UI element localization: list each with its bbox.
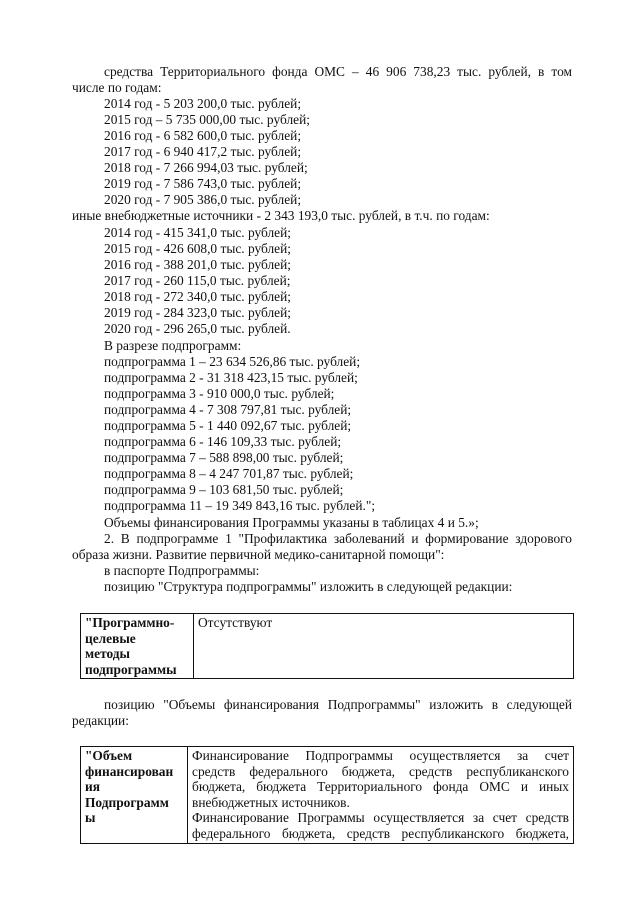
list-item: 2017 год - 260 115,0 тыс. рублей; [104,273,291,288]
volumes-note: Объемы финансирования Программы указаны в таблицах 4 и 5.»; [104,515,479,530]
table-label-line: ия [85,779,100,795]
table-label-cell [81,747,188,844]
list-item: 2020 год - 7 905 386,0 тыс. рублей; [104,192,302,207]
table-value-line: Финансирование Подпрограммы осуществляется за счет [192,748,569,763]
position2-line-2: редакции: [72,713,129,728]
other-sources-line: иные внебюджетные источники - 2 343 193,0 тыс. рублей, в т.ч. по годам: [72,208,490,223]
list-item: 2014 год - 415 341,0 тыс. рублей; [104,225,291,240]
table-label-line: подпрограммы [85,661,177,677]
list-item: подпрограмма 11 – 19 349 843,16 тыс. рублей."; [104,498,376,513]
subprograms-heading: В разрезе подпрограмм: [104,338,242,353]
table-value-line: бюджета, бюджета Территориального фонда ОМС и иных [192,779,569,795]
point2-line-1: 2. В подпрограмме 1 "Профилактика заболеваний и формирование здорового [104,531,572,546]
list-item: подпрограмма 2 - 31 318 423,15 тыс. рублей; [104,370,358,385]
table-label-cell [81,614,194,679]
point2-line-2: образа жизни. Развитие первичной медико-санитарной помощи": [72,547,445,562]
point2-line-3: в паспорте Подпрограммы: [104,563,260,578]
list-item: 2019 год - 284 323,0 тыс. рублей; [104,305,291,320]
list-item: 2020 год - 296 265,0 тыс. рублей. [104,321,291,336]
table-label-line: "Программно- [85,615,175,630]
list-item: подпрограмма 7 – 588 898,00 тыс. рублей; [104,450,344,465]
financing-table [80,746,574,844]
list-item: 2016 год - 388 201,0 тыс. рублей; [104,257,291,272]
intro-line-1: средства Территориального фонда ОМС – 46 906 738,23 тыс. рублей, в том [104,64,572,79]
table-value-line: средств федерального бюджета, средств республиканского [192,763,569,779]
point2-line-4: позицию "Структура подпрограммы" изложить в следующей редакции: [104,579,513,594]
list-item: 2017 год - 6 940 417,2 тыс. рублей; [104,144,302,159]
table-label-line: методы [85,646,131,662]
list-item: подпрограмма 5 - 1 440 092,67 тыс. рублей; [104,418,352,433]
structure-table [80,613,574,679]
table-label-line: финансирован [85,763,174,779]
table-label-line: "Объем [85,748,133,763]
list-item: подпрограмма 6 - 146 109,33 тыс. рублей; [104,434,342,449]
position2-line-1: позицию "Объемы финансирования Подпрограммы" изложить в следующей [104,697,572,712]
list-item: подпрограмма 9 – 103 681,50 тыс. рублей; [104,482,344,497]
list-item: 2018 год - 7 266 994,03 тыс. рублей; [104,160,308,175]
list-item: 2019 год - 7 586 743,0 тыс. рублей; [104,176,302,191]
table-label-line: Подпрограмм [85,794,169,810]
table-label-line: целевые [85,630,136,646]
list-item: 2016 год - 6 582 600,0 тыс. рублей; [104,128,302,143]
table-value-text: Отсутствуют [198,615,273,630]
table-value-cell [194,614,574,679]
list-item: 2018 год - 272 340,0 тыс. рублей; [104,289,291,304]
table-value-line: федерального бюджета, средств республиканского бюджета, [192,825,569,841]
intro-line-2: числе по годам: [72,80,162,95]
table-row [81,614,574,679]
list-item: подпрограмма 3 - 910 000,0 тыс. рублей; [104,386,335,401]
list-item: 2014 год - 5 203 200,0 тыс. рублей; [104,96,302,111]
list-item: подпрограмма 1 – 23 634 526,86 тыс. рублей; [104,354,361,369]
table-value-line: внебюджетных источников. [192,794,350,810]
table-value-line: Финансирование Программы осуществляется за счет средств [192,810,569,826]
table-row [81,747,574,844]
list-item: 2015 год – 5 735 000,00 тыс. рублей; [104,112,310,127]
table-value-cell [188,747,574,844]
list-item: 2015 год - 426 608,0 тыс. рублей; [104,241,291,256]
table-label-line: ы [85,810,96,826]
list-item: подпрограмма 4 - 7 308 797,81 тыс. рублей; [104,402,352,417]
list-item: подпрограмма 8 – 4 247 701,87 тыс. рублей; [104,466,354,481]
